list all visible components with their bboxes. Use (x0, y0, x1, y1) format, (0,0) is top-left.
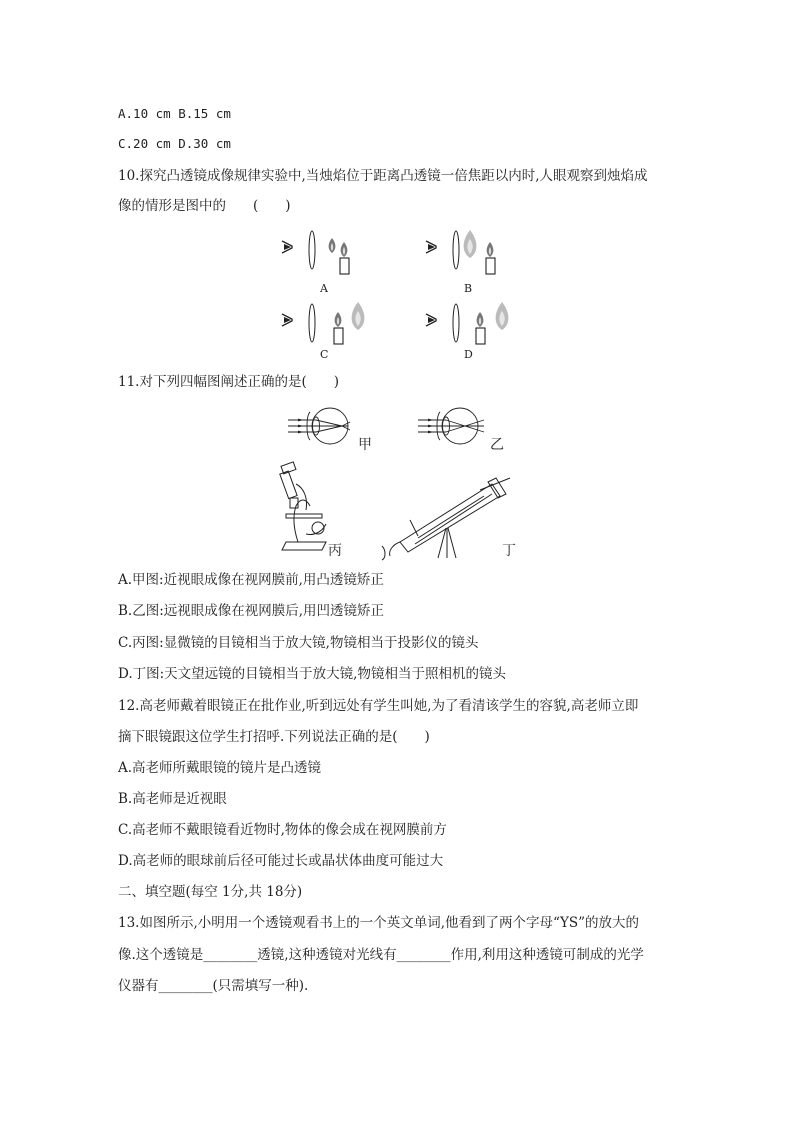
q12-option-b: B.高老师是近视眼 (118, 791, 227, 807)
label-a: A (320, 282, 328, 295)
q11-figure (270, 402, 530, 562)
q11-option-d: D.丁图:天文望远镜的目镜相当于放大镜,物镜相当于照相机的镜头 (118, 666, 506, 682)
eye-diagram-jia (288, 408, 350, 444)
q9-options-cd: C.20 cm D.30 cm (118, 136, 231, 151)
q10-stem-line1: 10.探究凸透镜成像规律实验中,当烛焰位于距离凸透镜一倍焦距以内时,人眼观察到烛焰成 (118, 168, 648, 184)
label-jia: 甲 (358, 437, 372, 453)
q11-figure-svg (270, 402, 530, 562)
q12-option-d: D.高老师的眼球前后径可能过长或晶状体曲度可能过大 (118, 853, 444, 869)
q11-option-b: B.乙图:远视眼成像在视网膜后,用凹透镜矫正 (118, 603, 385, 619)
q13-stem-line2: 像.这个透镜是________透镜,这种透镜对光线有________作用,利用这种透镜可制成的光学 (118, 947, 644, 963)
eye-diagram-yi (418, 408, 484, 444)
q12-option-a: A.高老师所戴眼镜的镜片是凸透镜 (118, 760, 322, 776)
diagram-c (282, 302, 364, 344)
q10-figure-svg (270, 228, 530, 363)
q11-option-c: C.丙图:显微镜的目镜相当于放大镜,物镜相当于投影仪的镜头 (118, 635, 479, 651)
q12-stem-line2: 摘下眼镜跟这位学生打招呼.下列说法正确的是( ) (118, 729, 430, 745)
q12-option-c: C.高老师不戴眼镜看近物时,物体的像会成在视网膜前方 (118, 822, 447, 838)
q9-options-ab: A.10 cm B.15 cm (118, 106, 231, 121)
q11-stem: 11.对下列四幅图阐述正确的是( ) (118, 374, 340, 390)
label-b: B (464, 282, 473, 295)
diagram-d (426, 302, 508, 344)
q10-stem-line2: 像的情形是图中的 ( ) (118, 198, 291, 214)
label-yi: 乙 (490, 437, 504, 453)
q13-stem-line3: 仪器有________(只需填写一种). (118, 978, 309, 994)
q11-option-a: A.甲图:近视眼成像在视网膜前,用凸透镜矫正 (118, 572, 384, 588)
diagram-b (426, 230, 495, 274)
diagram-a (282, 231, 349, 274)
section-heading: 二、填空题(每空 1分,共 18分) (118, 884, 303, 900)
label-c: C (320, 348, 329, 361)
q10-figure (270, 228, 530, 363)
q13-stem-line1: 13.如图所示,小明用一个透镜观看书上的一个英文单词,他看到了两个字母“YS”的放大的 (118, 915, 640, 931)
telescope-drawing (382, 478, 510, 560)
label-bing: 丙 (328, 543, 342, 559)
label-d: D (464, 348, 473, 361)
label-ding: 丁 (502, 543, 516, 559)
q12-stem-line1: 12.高老师戴着眼镜正在批作业,听到远处有学生叫她,为了看清该学生的容貌,高老师立即 (118, 698, 639, 714)
microscope-drawing (280, 462, 326, 550)
